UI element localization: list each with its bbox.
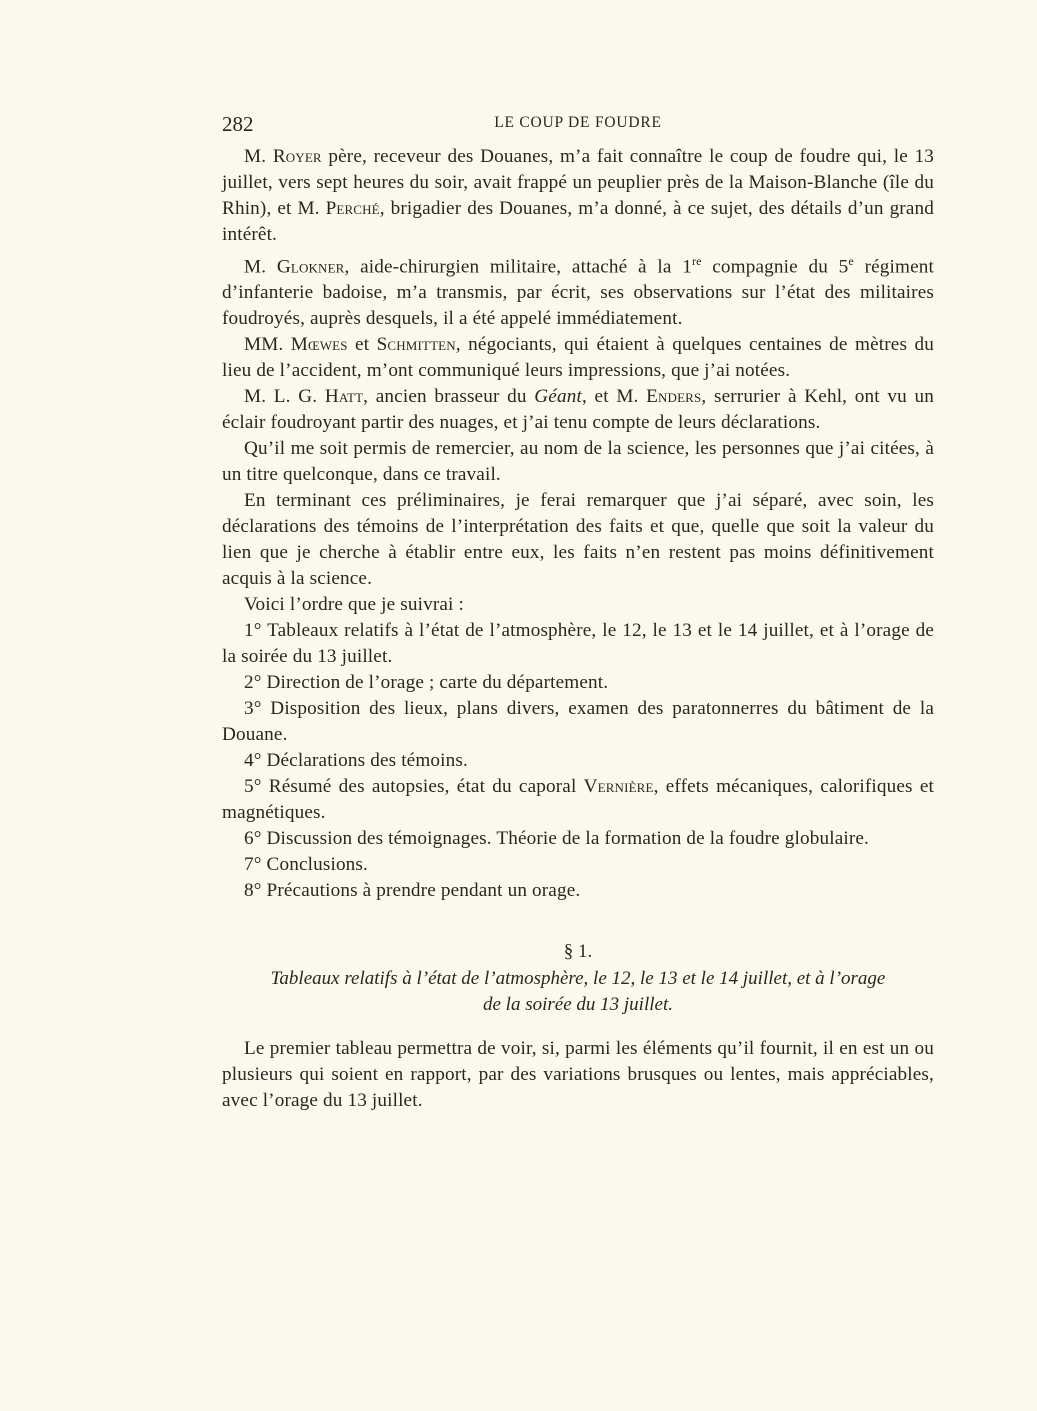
text-segment: , effets mécaniques, calorifiques et magnétiques. bbox=[222, 776, 934, 824]
paragraph bbox=[222, 592, 934, 618]
paragraph bbox=[222, 696, 934, 748]
closing-paragraph: Le premier tableau permettra de voir, si, parmi les éléments qu’il fournit, il en est un ou plusieurs qui soient en rapport, par des variations brusques ou lentes, mais appréciables, avec l’orage du 13 juillet. bbox=[222, 1038, 934, 1112]
person-name: Glokner bbox=[276, 256, 345, 278]
text-segment: 4° Déclarations des témoins. bbox=[244, 750, 468, 772]
paragraph bbox=[222, 774, 934, 826]
page-header bbox=[222, 108, 934, 138]
text-segment: père, receveur des Douanes, m’a fait connaître le coup de foudre qui, le 13 juillet, vers sept heures du soir, avait frappé un peuplier près de la Maison-Blanche (île du Rhin), et M. bbox=[222, 146, 934, 219]
paragraph bbox=[222, 436, 934, 488]
paragraph bbox=[222, 852, 934, 878]
text-segment: Qu’il me soit permis de remercier, au nom de la science, les personnes que j’ai citées, à un titre quelconque, dans ce travail. bbox=[222, 438, 934, 486]
text-segment: 3° Disposition des lieux, plans divers, examen des paratonnerres du bâtiment de la Douane. bbox=[222, 698, 934, 746]
paragraph bbox=[222, 488, 934, 592]
text-segment: , brigadier des Douanes, m’a donné, à ce sujet, des détails d’un grand intérêt. bbox=[222, 198, 934, 245]
section-title bbox=[222, 966, 934, 1018]
text-segment: , serrurier à Kehl, ont vu un éclair foudroyant partir des nuages, et j’ai tenu compte de leurs déclarations. bbox=[222, 386, 934, 434]
text-segment: MM. bbox=[244, 334, 291, 356]
page-number: 282 bbox=[222, 112, 254, 136]
text-segment: 5° Résumé des autopsies, état du caporal bbox=[244, 776, 584, 798]
text-segment: M. bbox=[244, 256, 277, 278]
text-segment: 7° Conclusions. bbox=[244, 854, 368, 876]
person-name: Perché bbox=[325, 198, 380, 219]
paragraph bbox=[222, 826, 934, 852]
text-segment: , aide-chirurgien militaire, attaché à la 1 bbox=[344, 256, 692, 278]
text-segment: compagnie du 5 bbox=[701, 256, 849, 278]
superscript: re bbox=[691, 254, 702, 268]
body-text bbox=[222, 144, 934, 904]
text-segment: 6° Discussion des témoignages. Théorie de la formation de la foudre globulaire. bbox=[244, 828, 870, 850]
text-segment: et bbox=[347, 334, 377, 356]
text-segment: , négociants, qui étaient à quelques centaines de mètres du lieu de l’accident, m’ont communiqué leurs impressions, que j’ai notées. bbox=[222, 334, 934, 382]
text-segment: , et M. bbox=[581, 386, 647, 408]
page-content bbox=[222, 108, 934, 1114]
person-name: Schmitten bbox=[376, 334, 456, 356]
person-name: Enders bbox=[646, 386, 702, 408]
paragraph bbox=[222, 248, 934, 332]
section-title-line-2: de la soirée du 13 juillet. bbox=[483, 994, 673, 1016]
running-title: LE COUP DE FOUDRE bbox=[494, 114, 662, 131]
section-title-line-1: Tableaux relatifs à l’état de l’atmosphère, le 12, le 13 et le 14 juillet, et à l’orage bbox=[270, 968, 886, 990]
paragraph bbox=[222, 618, 934, 670]
text-segment: M. L. G. bbox=[244, 386, 325, 408]
text-segment: M. bbox=[244, 146, 273, 167]
text-segment: Voici l’ordre que je suivrai : bbox=[244, 594, 464, 616]
paragraph bbox=[222, 670, 934, 696]
text-segment: 2° Direction de l’orage ; carte du département. bbox=[244, 672, 609, 694]
paragraph bbox=[222, 332, 934, 384]
person-name: Mœwes bbox=[290, 334, 348, 356]
paragraph bbox=[222, 748, 934, 774]
superscript: e bbox=[848, 254, 854, 268]
person-name: Royer bbox=[272, 146, 322, 167]
text-segment: 8° Précautions à prendre pendant un orage. bbox=[244, 880, 581, 902]
text-segment: , ancien brasseur du bbox=[363, 386, 535, 408]
section-mark: § 1. bbox=[563, 941, 593, 963]
person-name: Hatt bbox=[324, 386, 364, 408]
text-segment: 1° Tableaux relatifs à l’état de l’atmosphère, le 12, le 13 et le 14 juillet, et à l’orage de la soirée du 13 juillet. bbox=[222, 620, 934, 668]
text-segment: régiment d’infanterie badoise, m’a transmis, par écrit, ses observations sur l’état des militaires foudroyés, auprès desquels, il a été appelé immédiatement. bbox=[222, 256, 934, 330]
paragraph bbox=[222, 878, 934, 904]
italic-text: Géant bbox=[534, 386, 582, 408]
person-name: Vernière bbox=[583, 776, 654, 798]
text-segment: En terminant ces préliminaires, je ferai remarquer que j’ai séparé, avec soin, les déclarations des témoins de l’interprétation des faits et que, quelle que soit la valeur du lien que je cherche à établir entre eux, les faits n’en restent pas moins définitivement acquis à la science. bbox=[222, 490, 934, 590]
paragraph bbox=[222, 144, 934, 248]
paragraph bbox=[222, 384, 934, 436]
